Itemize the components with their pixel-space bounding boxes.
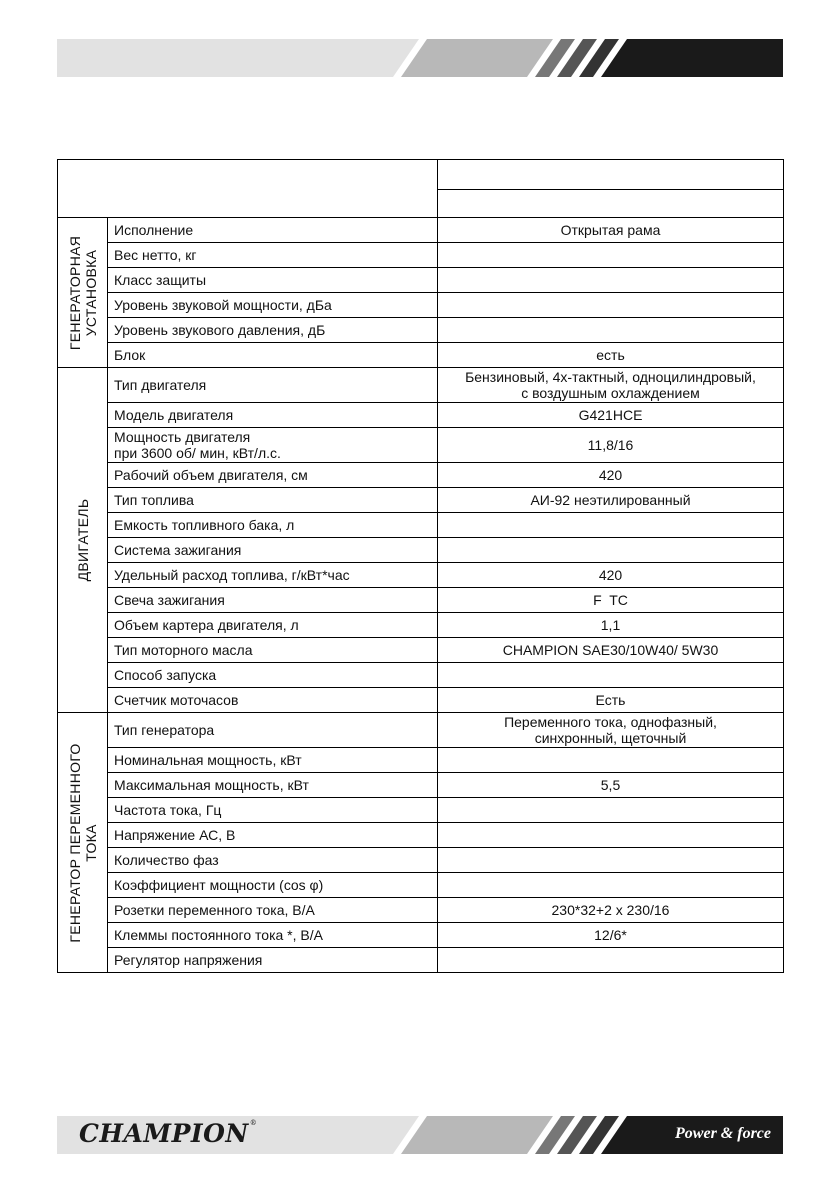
param-name: Рабочий объем двигателя, см bbox=[108, 463, 438, 488]
footer-band bbox=[57, 1116, 783, 1154]
table-row bbox=[58, 563, 784, 588]
table-row bbox=[58, 848, 784, 873]
param-value bbox=[438, 948, 784, 973]
table-row bbox=[58, 713, 784, 748]
param-name: Частота тока, Гц bbox=[108, 798, 438, 823]
param-name: Тип топлива bbox=[108, 488, 438, 513]
param-value: 12/6* bbox=[438, 923, 784, 948]
param-value: 420 bbox=[438, 563, 784, 588]
table-row bbox=[58, 513, 784, 538]
param-name: Исполнение bbox=[108, 218, 438, 243]
table-row bbox=[58, 588, 784, 613]
section-label-generator-set: ГЕНЕРАТОРНАЯ УСТАНОВКА bbox=[58, 218, 108, 368]
table-row bbox=[58, 948, 784, 973]
table-row bbox=[58, 463, 784, 488]
param-name: Емкость топливного бака, л bbox=[108, 513, 438, 538]
param-value bbox=[438, 538, 784, 563]
param-name: Клеммы постоянного тока *, В/А bbox=[108, 923, 438, 948]
param-name: Объем картера двигателя, л bbox=[108, 613, 438, 638]
param-value bbox=[438, 513, 784, 538]
param-name: Тип двигателя bbox=[108, 368, 438, 403]
table-row bbox=[58, 798, 784, 823]
param-value bbox=[438, 318, 784, 343]
param-name: Розетки переменного тока, В/А bbox=[108, 898, 438, 923]
param-name: Тип моторного масла bbox=[108, 638, 438, 663]
param-name: Мощность двигателя при 3600 об/ мин, кВт/л.с. bbox=[108, 428, 438, 463]
table-row bbox=[58, 613, 784, 638]
param-value bbox=[438, 243, 784, 268]
param-name: Уровень звукового давления, дБ bbox=[108, 318, 438, 343]
table-row bbox=[58, 873, 784, 898]
param-name: Класс защиты bbox=[108, 268, 438, 293]
param-name: Коэффициент мощности (cos φ) bbox=[108, 873, 438, 898]
table-row bbox=[58, 688, 784, 713]
param-value: 1,1 bbox=[438, 613, 784, 638]
param-value: 420 bbox=[438, 463, 784, 488]
param-value bbox=[438, 293, 784, 318]
table-row bbox=[58, 538, 784, 563]
param-value: Бензиновый, 4х-тактный, одноцилиндровый, с воздушным охлаждением bbox=[438, 368, 784, 403]
param-value bbox=[438, 663, 784, 688]
table-row bbox=[58, 403, 784, 428]
table-row bbox=[58, 488, 784, 513]
table-row bbox=[58, 243, 784, 268]
param-name: Максимальная мощность, кВт bbox=[108, 773, 438, 798]
param-value: 11,8/16 bbox=[438, 428, 784, 463]
param-name: Тип генератора bbox=[108, 713, 438, 748]
table-row bbox=[58, 318, 784, 343]
param-name: Количество фаз bbox=[108, 848, 438, 873]
table-row bbox=[58, 663, 784, 688]
table-row bbox=[58, 898, 784, 923]
param-value: 5,5 bbox=[438, 773, 784, 798]
param-value bbox=[438, 748, 784, 773]
param-value: Открытая рама bbox=[438, 218, 784, 243]
table-row bbox=[58, 218, 784, 243]
table-row bbox=[58, 428, 784, 463]
param-value: Есть bbox=[438, 688, 784, 713]
section-label-ac-generator: ГЕНЕРАТОР ПЕРЕМЕННОГО ТОКА bbox=[58, 713, 108, 973]
param-name: Модель двигателя bbox=[108, 403, 438, 428]
table-row bbox=[58, 268, 784, 293]
param-value bbox=[438, 798, 784, 823]
param-value: CHAMPION SAE30/10W40/ 5W30 bbox=[438, 638, 784, 663]
param-name: Уровень звуковой мощности, дБа bbox=[108, 293, 438, 318]
champion-logo: CHAMPION® bbox=[79, 1119, 258, 1148]
table-row bbox=[58, 368, 784, 403]
table-header-cell bbox=[438, 160, 784, 190]
param-value: АИ-92 неэтилированный bbox=[438, 488, 784, 513]
table-row bbox=[58, 343, 784, 368]
slogan: Power & force bbox=[675, 1125, 771, 1142]
table-row bbox=[58, 923, 784, 948]
param-name: Вес нетто, кг bbox=[108, 243, 438, 268]
param-name: Удельный расход топлива, г/кВт*час bbox=[108, 563, 438, 588]
param-value bbox=[438, 823, 784, 848]
spec-table bbox=[57, 159, 784, 973]
param-value bbox=[438, 268, 784, 293]
table-row bbox=[58, 638, 784, 663]
header-band bbox=[57, 39, 783, 77]
table-header-blank bbox=[58, 160, 438, 218]
table-row bbox=[58, 293, 784, 318]
table-header-cell bbox=[438, 190, 784, 218]
param-value: F TC bbox=[438, 588, 784, 613]
param-value: G421HCE bbox=[438, 403, 784, 428]
param-name: Счетчик моточасов bbox=[108, 688, 438, 713]
param-name: Блок bbox=[108, 343, 438, 368]
param-name: Напряжение АС, В bbox=[108, 823, 438, 848]
param-value: Переменного тока, однофазный, синхронный, щеточный bbox=[438, 713, 784, 748]
param-value bbox=[438, 848, 784, 873]
section-label-engine: ДВИГАТЕЛЬ bbox=[58, 368, 108, 713]
param-name: Система зажигания bbox=[108, 538, 438, 563]
param-name: Номинальная мощность, кВт bbox=[108, 748, 438, 773]
param-value: есть bbox=[438, 343, 784, 368]
param-value: 230*32+2 х 230/16 bbox=[438, 898, 784, 923]
param-name: Способ запуска bbox=[108, 663, 438, 688]
table-row bbox=[58, 773, 784, 798]
param-name: Регулятор напряжения bbox=[108, 948, 438, 973]
param-name: Свеча зажигания bbox=[108, 588, 438, 613]
table-row bbox=[58, 823, 784, 848]
param-value bbox=[438, 873, 784, 898]
table-row bbox=[58, 748, 784, 773]
